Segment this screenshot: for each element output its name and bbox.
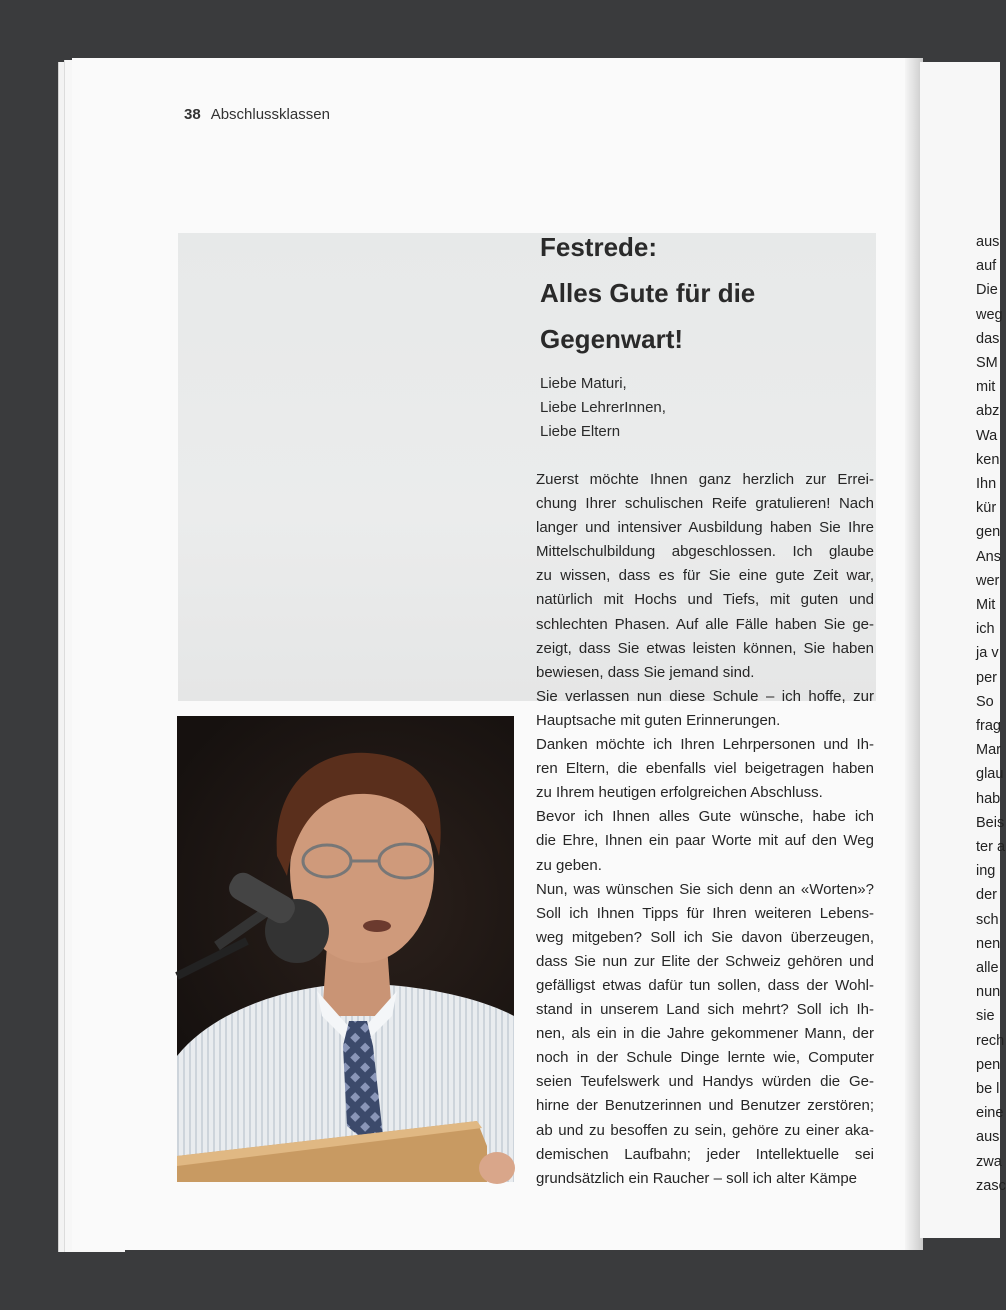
right-page-fragment: ich xyxy=(976,621,995,638)
right-page-fragment: aus xyxy=(976,1129,1000,1146)
right-page xyxy=(920,62,1006,1238)
body-line: chung Ihrer schulischen Reife gratulieren! Nach xyxy=(536,495,874,513)
right-page-fragment: ja v xyxy=(976,645,999,662)
body-line: natürlich mit Hochs und Tiefs, mit guten und xyxy=(536,591,874,609)
right-page-fragment: Die xyxy=(976,282,998,299)
right-page-fragment: Ans xyxy=(976,548,1001,565)
title-line: Alles Gute für die xyxy=(540,278,756,308)
body-line: dass Sie nun zur Elite der Schweiz gehören und xyxy=(536,952,874,970)
right-page-fragment: be l xyxy=(976,1081,1000,1097)
right-page-fragment: abz xyxy=(976,403,1000,420)
body-line: weg mitgeben? Soll ich Sie davon überzeugen, xyxy=(536,928,874,946)
right-page-fragment: pen xyxy=(976,1056,1001,1073)
right-page-fragment: So xyxy=(976,693,994,710)
body-line: schlechten Phasen. Auf alle Fälle haben Sie ge- xyxy=(536,615,874,633)
right-page-fragment: Beis xyxy=(976,814,1005,831)
right-page-fragment: der xyxy=(976,887,997,904)
right-page-fragment: kür xyxy=(976,500,997,517)
right-page-fragment: zwa xyxy=(976,1153,1002,1170)
article-title xyxy=(540,224,880,362)
body-line: gefälligst etwas dafür tun sollen, dass der Wohl- xyxy=(536,976,874,994)
speaker-illustration xyxy=(177,716,514,1182)
title-line: Festrede: xyxy=(540,232,658,262)
body-line: grundsätzlich ein Raucher – soll ich alter Kämpe xyxy=(536,1169,857,1187)
page-number: 38 xyxy=(184,106,201,123)
right-page-fragment: Wa xyxy=(976,427,998,444)
body-line: die Ehre, Ihnen ein paar Worte mit auf den Weg xyxy=(536,832,874,850)
body-line: Nun, was wünschen Sie sich denn an «Worten»? xyxy=(536,880,874,898)
right-page-fragment: sch xyxy=(976,911,999,928)
right-page-fragment: nun xyxy=(976,984,1001,1001)
right-page-fragment: ing xyxy=(976,863,996,880)
greeting-line: Liebe Maturi, xyxy=(540,375,627,392)
right-page-fragment: Mar xyxy=(976,742,1001,759)
body-line: noch in der Schule Dinge lernte wie, Computer xyxy=(536,1049,874,1067)
right-page-fragment: gen xyxy=(976,524,1001,541)
right-page-fragment: glau xyxy=(976,766,1004,783)
body-line: stand in unserem Land sich mehrt? Soll ich Ih- xyxy=(536,1001,874,1019)
right-page-fragment: mit xyxy=(976,379,996,396)
right-page-fragment: Ihn xyxy=(976,476,997,492)
right-page-fragment: nen xyxy=(976,935,1001,952)
title-line: Gegenwart! xyxy=(540,324,684,354)
body-line: zu geben. xyxy=(536,856,602,874)
body-line: seien Teufelswerk und Handys würden die Ge- xyxy=(536,1073,874,1091)
body-line: nen, als ein in die Jahre gekommener Mann, der xyxy=(536,1025,874,1043)
right-page-fragment: ken xyxy=(976,451,1000,468)
right-page-fragment: rech xyxy=(976,1032,1005,1049)
section-title: Abschlussklassen xyxy=(210,106,330,123)
body-line: langer und intensiver Ausbildung haben Sie Ihre xyxy=(536,519,874,537)
running-header xyxy=(184,106,330,123)
body-line: zeigt, dass Sie etwas leisten können, Sie haben xyxy=(536,639,874,657)
right-page-fragment: alle xyxy=(976,960,999,976)
right-page-fragment: sie xyxy=(976,1008,995,1025)
body-line: Danken möchte ich Ihren Lehrpersonen und Ih- xyxy=(536,736,874,754)
right-page-fragment: das xyxy=(976,330,1000,347)
right-page-fragment: aus xyxy=(976,234,1000,250)
right-page-fragment: zasc xyxy=(976,1177,1006,1194)
greeting-line: Liebe Eltern xyxy=(540,423,621,440)
body-line: zu wissen, dass es für Sie eine gute Zeit war, xyxy=(536,567,874,585)
body-line: ren Eltern, die ebenfalls viel beigetragen haben xyxy=(536,760,874,778)
body-line: Mittelschulbildung abgeschlossen. Ich glaube xyxy=(536,543,874,561)
article-body xyxy=(536,468,874,1191)
body-line: hirne der Benutzerinnen und Benutzer zerstören; xyxy=(536,1097,874,1115)
right-page-fragment: auf xyxy=(976,258,997,275)
body-line: Sie verlassen nun diese Schule – ich hoffe, zur xyxy=(536,687,874,705)
body-line: demischen Laufbahn; jeder Intellektuelle sei xyxy=(536,1145,874,1163)
right-page-fragment: frag xyxy=(976,718,1001,734)
right-page-fragment: eine xyxy=(976,1105,1004,1122)
body-line: Hauptsache mit guten Erinnerungen. xyxy=(536,711,781,729)
right-page-fragment: wer xyxy=(976,572,1000,589)
speaker-portrait xyxy=(177,716,514,1182)
right-page-fragment: SM xyxy=(976,355,998,371)
body-line: Soll ich Ihnen Tipps für Ihren weiteren Lebens- xyxy=(536,904,874,922)
right-page-fragment: per xyxy=(976,669,997,686)
body-line: Bevor ich Ihnen alles Gute wünsche, habe ich xyxy=(536,808,874,826)
greeting-line: Liebe LehrerInnen, xyxy=(540,399,666,416)
greeting xyxy=(540,372,666,444)
body-line: ab und zu besoffen zu sein, gehöre zu einer aka- xyxy=(536,1121,874,1139)
right-page-fragment: ter a xyxy=(976,839,1006,855)
right-page-fragment: Mit xyxy=(976,597,996,613)
right-page-fragment: hab xyxy=(976,790,1001,807)
body-line: Zuerst möchte Ihnen ganz herzlich zur Errei- xyxy=(536,471,874,488)
body-line: zu Ihrem heutigen erfolgreichen Abschluss. xyxy=(536,784,823,802)
right-page-fragment: weg xyxy=(976,306,1003,323)
body-line: bewiesen, dass Sie jemand sind. xyxy=(536,663,755,681)
